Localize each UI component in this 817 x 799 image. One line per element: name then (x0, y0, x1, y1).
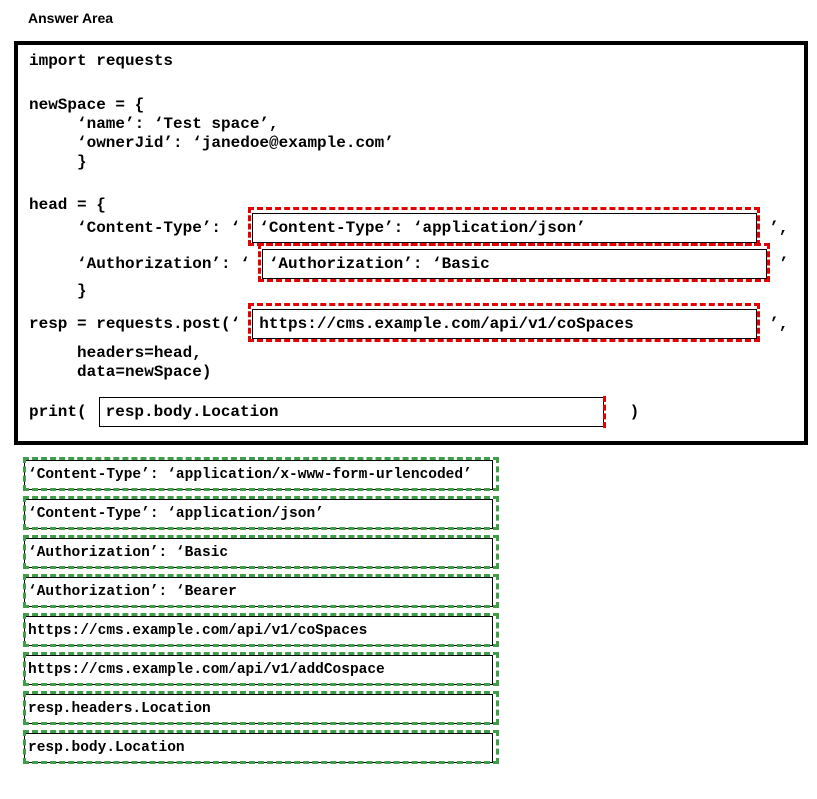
code-line-newspace-open: newSpace = { (29, 96, 145, 114)
option-authorization-bearer[interactable] (24, 577, 493, 607)
dropzone-url[interactable] (252, 309, 757, 339)
dropzone-content-type-value: ‘Content-Type’: ‘application/json’ (259, 218, 586, 237)
option-resp-headers-location[interactable] (24, 694, 493, 724)
options-list (24, 460, 817, 763)
code-line-name: ‘name’: ‘Test space’, (77, 115, 279, 133)
code-line-newspace-close: } (77, 153, 87, 171)
dropzone-content-type[interactable] (252, 213, 757, 243)
authorization-key-label: ‘Authorization’: ‘ (77, 254, 250, 273)
answer-area-title: Answer Area (28, 10, 114, 26)
option-label: ‘Content-Type’: ‘application/x-www-form-urlencoded’ (28, 467, 472, 483)
code-line-head-close: } (77, 282, 87, 300)
option-label: ‘Authorization’: ‘Basic (28, 545, 229, 561)
code-line-head-open: head = { (29, 196, 106, 214)
blank-line (29, 71, 804, 96)
option-content-type-json[interactable] (24, 499, 493, 529)
print-suffix: ) (629, 402, 640, 421)
content-type-key-label: ‘Content-Type’: ‘ (77, 218, 241, 237)
option-label: https://cms.example.com/api/v1/addCospace (28, 662, 385, 678)
option-label: resp.body.Location (28, 740, 185, 756)
option-label: ‘Content-Type’: ‘application/json’ (28, 506, 324, 522)
dropzone-authorization[interactable] (262, 249, 767, 279)
code-line-import: import requests (29, 52, 174, 70)
authorization-suffix: ’ (778, 254, 789, 273)
option-label: resp.headers.Location (28, 701, 211, 717)
content-type-suffix: ’, (769, 218, 789, 237)
code-line-data: data=newSpace) (77, 363, 212, 381)
code-row-content-type (77, 213, 804, 243)
code-row-authorization (77, 249, 804, 279)
option-resp-body-location[interactable] (24, 733, 493, 763)
dropzone-print[interactable] (99, 397, 604, 427)
option-authorization-basic[interactable] (24, 538, 493, 568)
code-row-post-url (29, 309, 804, 339)
code-line-headers: headers=head, (77, 344, 202, 362)
code-row-print (29, 397, 804, 427)
dropzone-print-value: resp.body.Location (105, 402, 279, 421)
option-url-addcospace[interactable] (24, 655, 493, 685)
answer-area-panel (14, 41, 808, 445)
option-url-cospaces[interactable] (24, 616, 493, 646)
print-label: print( (29, 402, 87, 421)
post-call-label: resp = requests.post(‘ (29, 314, 241, 333)
option-content-type-urlencoded[interactable] (24, 460, 493, 490)
post-url-suffix: ’, (769, 314, 789, 333)
dropzone-url-value: https://cms.example.com/api/v1/coSpaces (259, 314, 634, 333)
option-label: https://cms.example.com/api/v1/coSpaces (28, 623, 368, 639)
option-label: ‘Authorization’: ‘Bearer (28, 584, 237, 600)
code-line-ownerjid: ‘ownerJid’: ‘janedoe@example.com’ (77, 134, 394, 152)
blank-line (29, 172, 804, 196)
dropzone-authorization-value: ‘Authorization’: ‘Basic (268, 254, 490, 273)
